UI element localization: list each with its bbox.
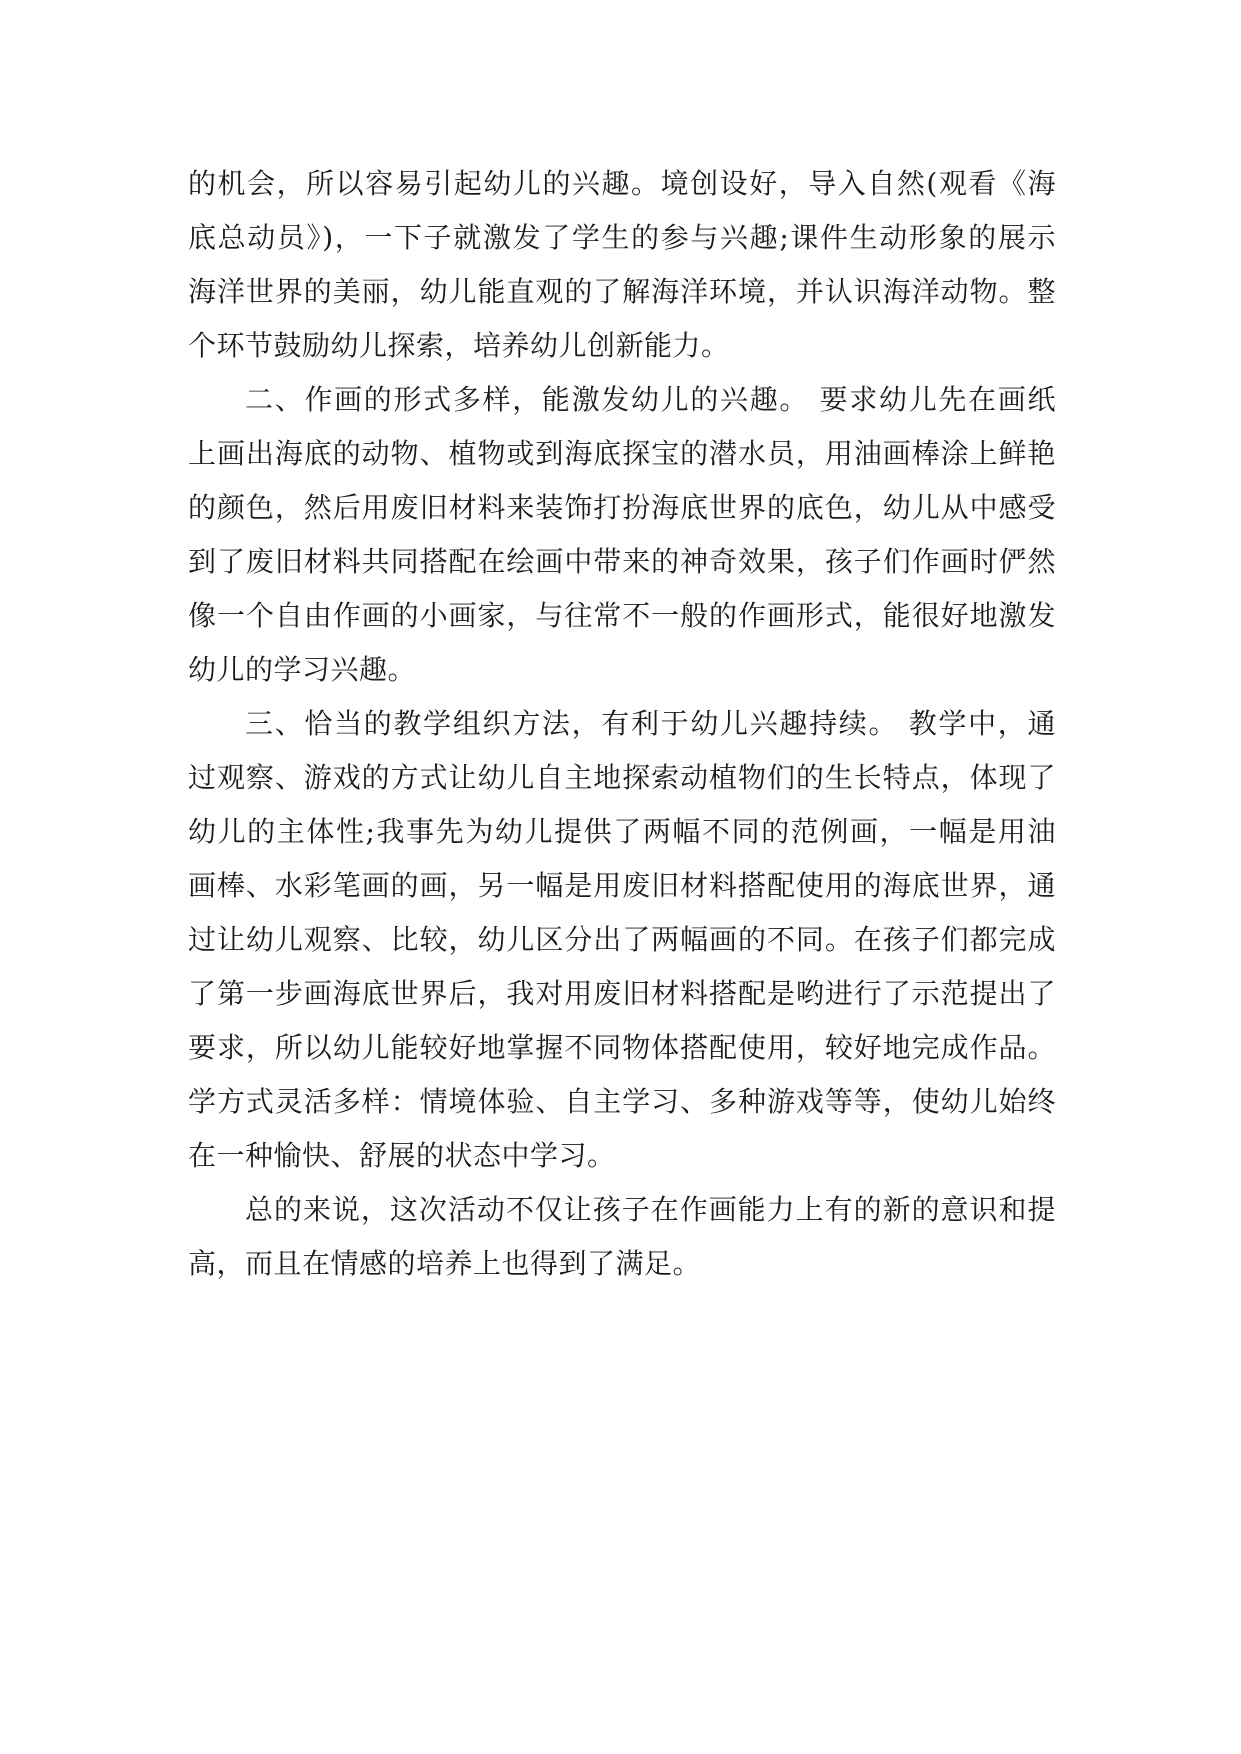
paragraph-line: 过观察、游戏的方式让幼儿自主地探索动植物们的生长特点，体现了 — [188, 761, 1056, 794]
paragraph-line: 要求，所以幼儿能较好地掌握不同物体搭配使用，较好地完成作品。 — [188, 1031, 1056, 1064]
paragraph-line: 学方式灵活多样：情境体验、自主学习、多种游戏等等，使幼儿始终 — [188, 1085, 1056, 1118]
paragraph-line: 的颜色，然后用废旧材料来装饰打扮海底世界的底色，幼儿从中感受 — [188, 491, 1056, 524]
paragraph-line: 了第一步画海底世界后，我对用废旧材料搭配是哟进行了示范提出了 — [188, 977, 1056, 1010]
paragraph-line: 在一种愉快、舒展的状态中学习。 — [188, 1139, 616, 1172]
paragraph-line: 二、作画的形式多样，能激发幼儿的兴趣。 要求幼儿先在画纸 — [245, 383, 1056, 416]
paragraph-line: 过让幼儿观察、比较，幼儿区分出了两幅画的不同。在孩子们都完成 — [188, 923, 1056, 956]
paragraph-line: 个环节鼓励幼儿探索，培养幼儿创新能力。 — [188, 329, 730, 362]
paragraph-line: 幼儿的主体性;我事先为幼儿提供了两幅不同的范例画，一幅是用油 — [188, 815, 1056, 848]
paragraph-line: 幼儿的学习兴趣。 — [188, 653, 417, 686]
paragraph-line: 画棒、水彩笔画的画，另一幅是用废旧材料搭配使用的海底世界，通 — [188, 869, 1056, 902]
paragraph-line: 上画出海底的动物、植物或到海底探宝的潜水员，用油画棒涂上鲜艳 — [188, 437, 1056, 470]
paragraph-line: 海洋世界的美丽，幼儿能直观的了解海洋环境，并认识海洋动物。整 — [188, 275, 1056, 308]
paragraph-line: 到了废旧材料共同搭配在绘画中带来的神奇效果，孩子们作画时俨然 — [188, 545, 1056, 578]
paragraph-line: 像一个自由作画的小画家，与往常不一般的作画形式，能很好地激发 — [188, 599, 1056, 632]
paragraph-line: 的机会，所以容易引起幼儿的兴趣。境创设好，导入自然(观看《海 — [188, 167, 1056, 200]
document-body — [188, 157, 1056, 1291]
paragraph-line: 三、恰当的教学组织方法，有利于幼儿兴趣持续。 教学中，通 — [245, 707, 1056, 740]
paragraph-line: 总的来说，这次活动不仅让孩子在作画能力上有的新的意识和提 — [245, 1193, 1056, 1226]
paragraph-line: 高，而且在情感的培养上也得到了满足。 — [188, 1247, 702, 1280]
paragraph-line: 底总动员》)，一下子就激发了学生的参与兴趣;课件生动形象的展示 — [188, 221, 1056, 254]
